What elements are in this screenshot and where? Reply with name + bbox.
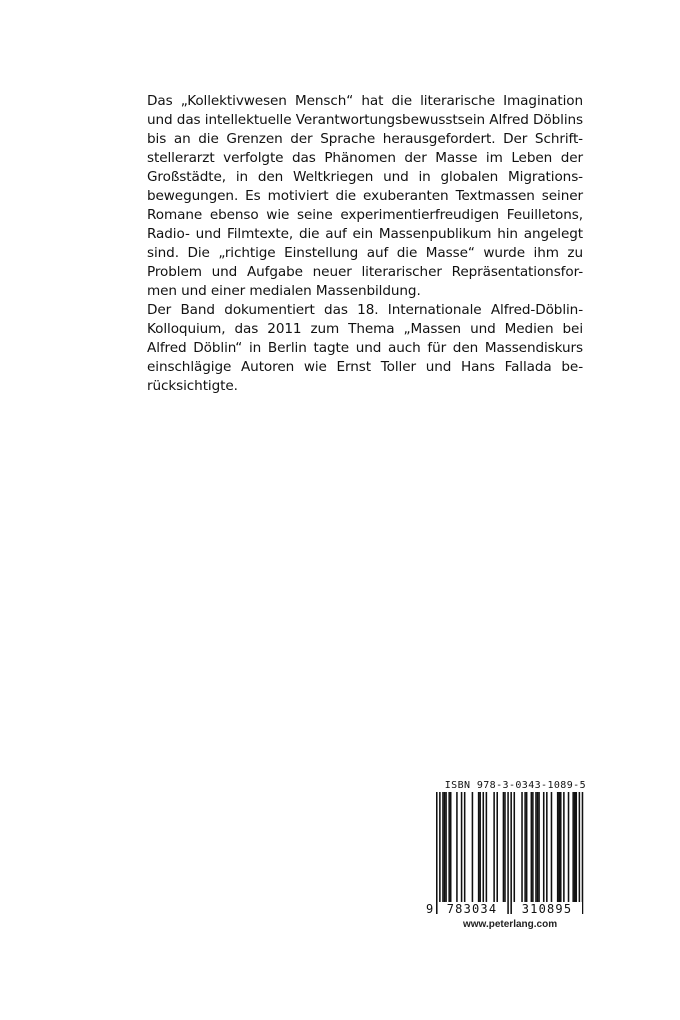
barcode-left-digits: 783034 — [438, 902, 506, 916]
barcode-bar — [535, 792, 537, 904]
barcode-bar — [478, 792, 480, 904]
barcode-bar — [464, 792, 466, 904]
barcode-guard-bar — [436, 792, 438, 914]
barcode-bar — [543, 792, 545, 904]
barcode-guard-bar — [579, 792, 581, 914]
barcode-bar — [450, 792, 452, 904]
publisher-website[interactable]: www.peterlang.com — [463, 919, 558, 930]
barcode-bar — [576, 792, 578, 904]
barcode-bar — [472, 792, 474, 904]
barcode-guard-bar — [507, 792, 509, 914]
barcode-bar — [574, 792, 576, 904]
barcode-bar — [551, 792, 553, 904]
barcode-bar — [444, 792, 446, 904]
barcode-bar — [532, 792, 534, 904]
barcode-bar — [524, 792, 526, 904]
barcode-guard-bar — [582, 792, 584, 914]
barcode-bar — [521, 792, 523, 904]
barcode-bar — [558, 792, 560, 904]
blurb-paragraph-2: Der Band dokumentiert das 18. Internationale Alfred-Döblin-Kolloquium, das 2011 zum Thema „Massen und Medien bei Alfred Döblin“ in Berlin tagte und auch für den Massendiskurs einschlägige Autoren wie Ernst Toller und Hans Fallada be-rücksichtigte. — [147, 302, 583, 394]
barcode-guard-bar — [510, 792, 512, 914]
barcode-bar — [514, 792, 516, 904]
back-cover-blurb — [147, 92, 583, 396]
barcode-bar — [557, 792, 559, 904]
barcode-bar — [568, 792, 570, 904]
barcode-bar — [503, 792, 505, 904]
barcode-bar — [563, 792, 565, 904]
barcode-guard-bar — [439, 792, 441, 914]
barcode-bar — [483, 792, 485, 904]
barcode-bar — [456, 792, 458, 904]
barcode-bar — [538, 792, 540, 904]
barcode-bar — [479, 792, 481, 904]
barcode-bar — [572, 792, 574, 904]
barcode-bar — [546, 792, 548, 904]
barcode-right-digits: 310895 — [512, 902, 582, 916]
barcode-bar — [493, 792, 495, 904]
barcode-first-digit: 9 — [426, 902, 434, 916]
barcode-bar — [486, 792, 488, 904]
barcode-bar — [442, 792, 444, 904]
barcode-bar — [504, 792, 506, 904]
barcode-bar — [537, 792, 539, 904]
isbn-barcode-block — [426, 779, 586, 918]
barcode-bar — [496, 792, 498, 904]
blurb-paragraph-1: Das „Kollektivwesen Mensch“ hat die literarische Imagination und das intellektuelle Verantwortungsbewusstsein Alfred Döblins bis an die Grenzen der Sprache herausgefordert. Der Schrift-stellerarzt verfolgte das Phänomen der Masse im Leben der Großstädte, in den Weltkriegen und in globalen Migrations-bewegungen. Es motiviert die exuberanten Textmassen seiner Romane ebenso wie seine experimentierfreudigen Feuilletons, Radio- und Filmtexte, die auf ein Massenpublikum hin angelegt sind. Die „richtige Einstellung auf die Masse“ wurde ihm zu Problem und Aufgabe neuer literarischer Repräsentationsfor-men und einer medialen Massenbildung. — [147, 93, 583, 299]
barcode-bar — [560, 792, 562, 904]
barcode-bar — [526, 792, 528, 904]
barcode-bar — [461, 792, 463, 904]
barcode-bar — [448, 792, 450, 904]
barcode-bar — [445, 792, 447, 904]
isbn-label: ISBN 978-3-0343-1089-5 — [444, 780, 586, 791]
barcode-bars — [426, 792, 586, 918]
barcode — [426, 792, 586, 918]
barcode-bar — [531, 792, 533, 904]
barcode-digits — [426, 902, 586, 918]
